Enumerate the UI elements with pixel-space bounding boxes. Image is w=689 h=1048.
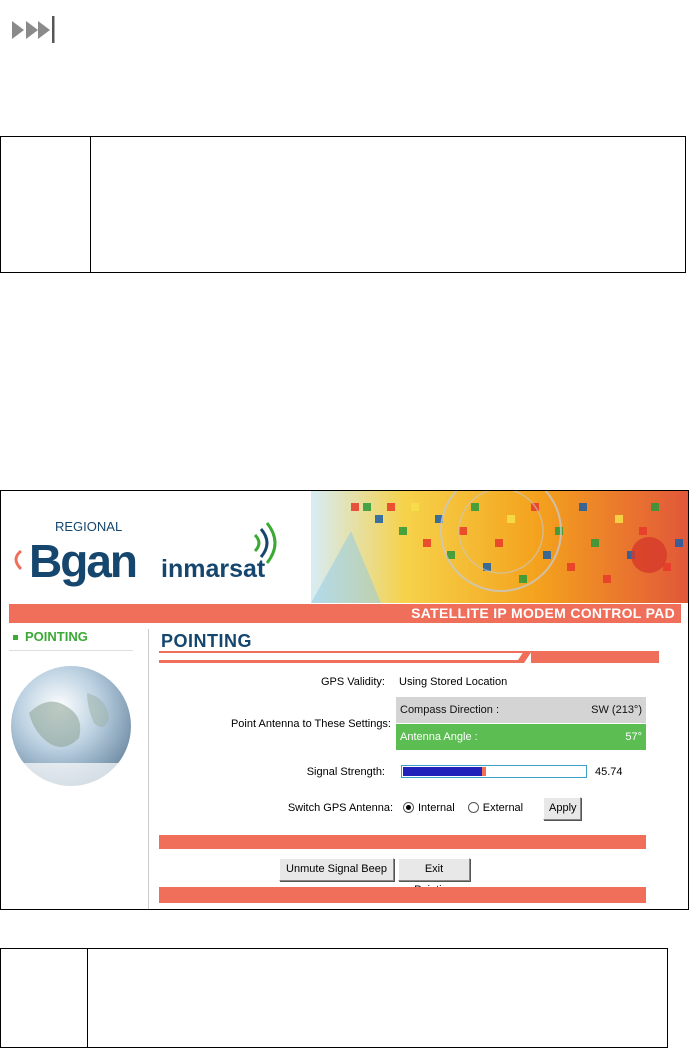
signal-strength-label: Signal Strength: xyxy=(306,766,385,778)
exit-pointing-button[interactable]: Exit xyxy=(398,858,470,881)
footer-band xyxy=(159,887,646,903)
bgan-logo xyxy=(9,511,149,591)
compass-direction-value: SW (213°) xyxy=(591,704,642,716)
radio-internal-label[interactable]: Internal xyxy=(418,802,455,814)
radio-external-label[interactable]: External xyxy=(482,802,524,814)
point-antenna-label: Point Antenna to These Settings: xyxy=(230,718,391,730)
radio-internal[interactable] xyxy=(403,802,414,813)
radio-option-internal[interactable] xyxy=(403,802,455,814)
unmute-signal-beep-button[interactable]: Unmute Signal Beep xyxy=(279,858,394,881)
title-underline xyxy=(159,651,659,663)
bullet-icon xyxy=(13,635,18,640)
signal-strength-value: 45.74 xyxy=(595,766,623,778)
antenna-angle-row xyxy=(396,724,646,750)
svg-text:Bgan: Bgan xyxy=(29,535,136,587)
satellite-banner-art xyxy=(311,491,688,603)
note-table-top xyxy=(0,136,686,273)
sidebar-divider xyxy=(9,650,133,651)
radio-option-external[interactable] xyxy=(468,802,523,814)
radio-external[interactable] xyxy=(468,802,479,813)
gps-validity-value: Using Stored Location xyxy=(399,676,508,688)
signal-strength-fill xyxy=(403,767,486,776)
globe-icon xyxy=(9,663,133,789)
fast-forward-end-icon[interactable] xyxy=(10,14,56,44)
antenna-angle-value: 57° xyxy=(625,731,642,743)
compass-direction-row xyxy=(396,697,646,723)
app-title-bar: SATELLITE IP MODEM CONTROL PAD xyxy=(9,604,681,623)
separator-band xyxy=(159,835,646,849)
apply-button[interactable]: Apply xyxy=(543,797,581,820)
gps-antenna-radio-group xyxy=(403,802,533,814)
page-title: POINTING xyxy=(161,631,253,651)
svg-text:inmarsat: inmarsat xyxy=(161,555,266,581)
switch-gps-label: Switch GPS Antenna: xyxy=(287,802,393,814)
sidebar-item-label: POINTING xyxy=(25,629,88,644)
gps-validity-label: GPS Validity: xyxy=(321,676,385,688)
svg-text:REGIONAL: REGIONAL xyxy=(55,519,123,534)
antenna-settings-table xyxy=(396,697,646,750)
pointing-screenshot xyxy=(0,490,689,910)
note-divider xyxy=(87,949,88,1047)
note-table-bottom xyxy=(0,948,668,1048)
signal-strength-bar xyxy=(401,765,587,778)
compass-direction-label: Compass Direction : xyxy=(400,704,500,716)
inmarsat-logo xyxy=(159,521,284,581)
header-banner xyxy=(1,491,688,603)
sidebar-item-pointing[interactable] xyxy=(13,629,88,644)
antenna-angle-label: Antenna Angle : xyxy=(400,731,478,743)
sidebar xyxy=(9,629,149,910)
note-divider xyxy=(90,137,91,272)
